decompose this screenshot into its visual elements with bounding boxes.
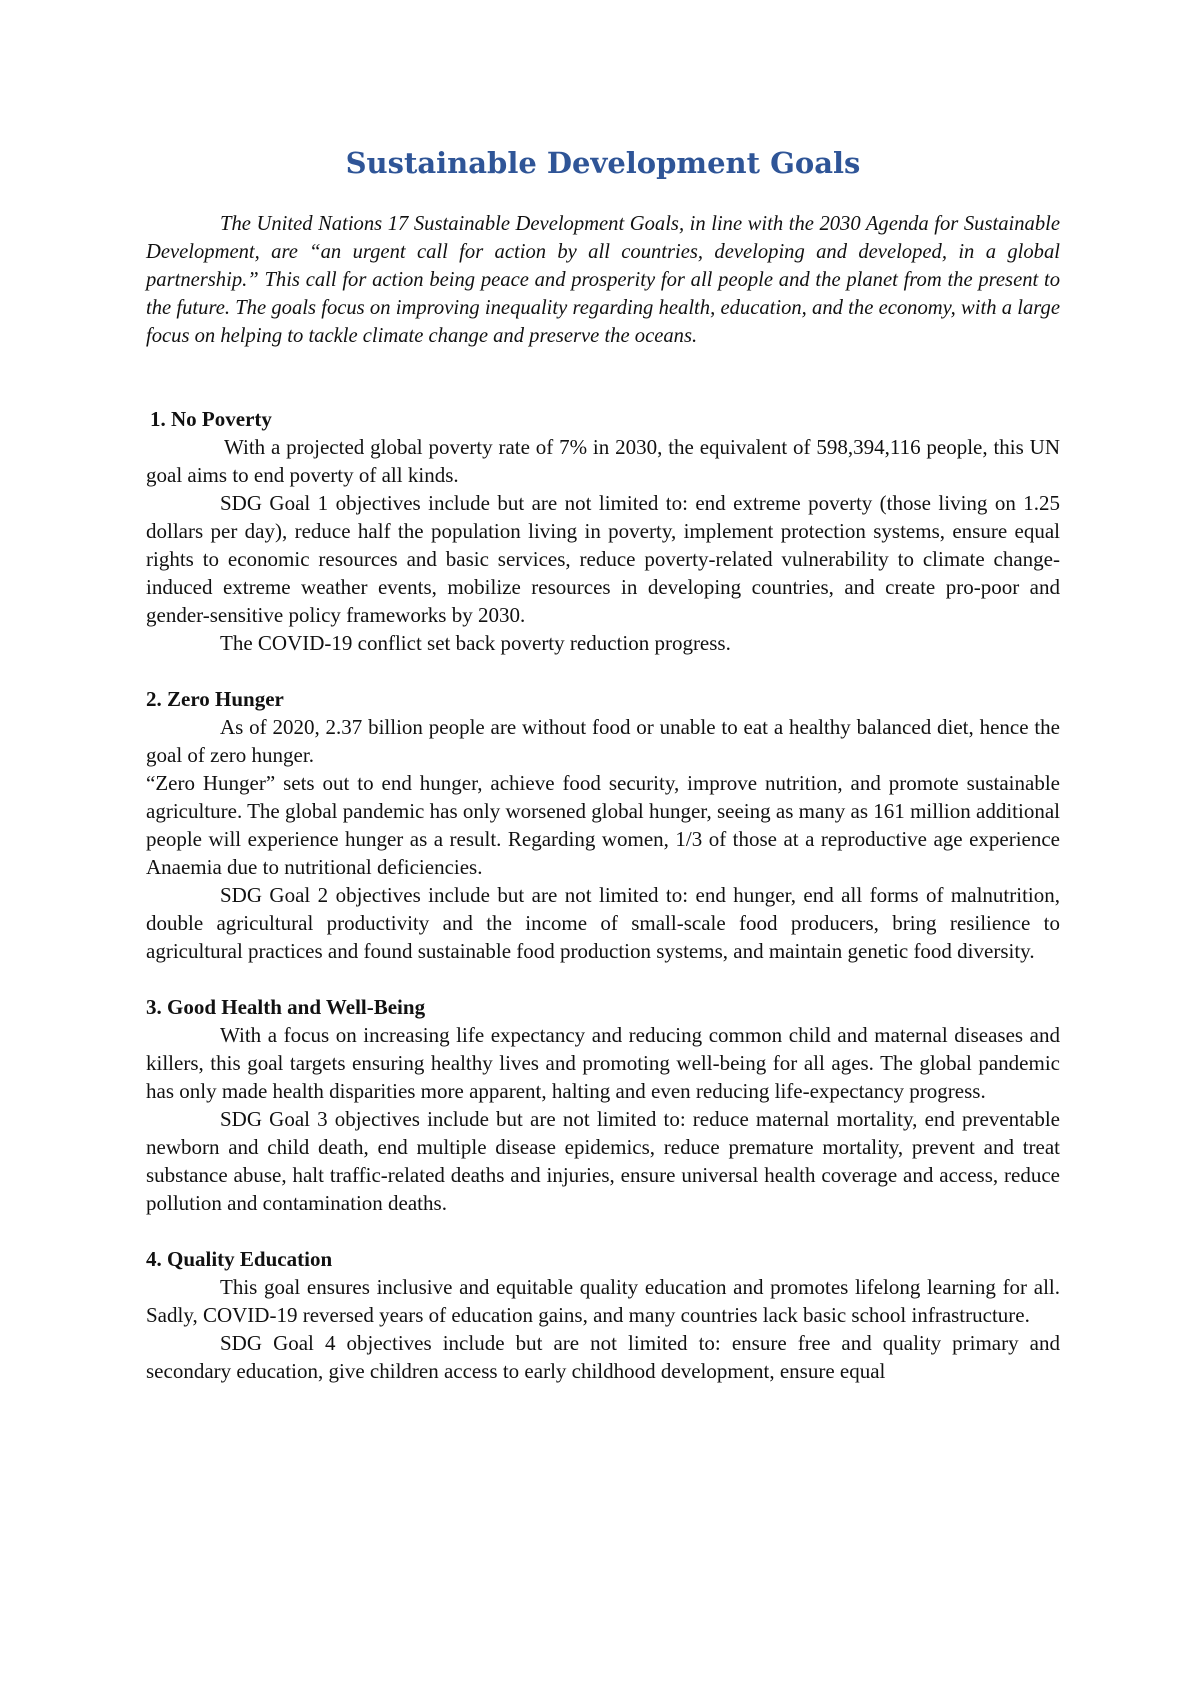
intro-paragraph: The United Nations 17 Sustainable Development Goals, in line with the 2030 Agenda for Sustainable Development, are “an urgent call for action by all countries, developing and developed, in a global partnership.” This call for action being peace and prosperity for all people and the planet from the present to the future. The goals focus on improving inequality regarding health, education, and the economy, with a large focus on helping to tackle climate change and preserve the oceans. <box>146 213 1060 347</box>
section-paragraph: The COVID-19 conflict set back poverty reduction progress. <box>220 631 731 655</box>
section-good-health <box>146 993 1060 1217</box>
section-heading: 1. No Poverty <box>150 407 272 431</box>
section-paragraph: SDG Goal 3 objectives include but are not limited to: reduce maternal mortality, end preventable newborn and child death, end multiple disease epidemics, reduce premature mortality, prevent and treat substance abuse, halt traffic-related deaths and injuries, ensure universal health coverage and access, reduce pollution and contamination deaths. <box>146 1107 1060 1215</box>
sections <box>146 405 1060 1413</box>
section-paragraph: This goal ensures inclusive and equitable quality education and promotes lifelong learning for all. Sadly, COVID-19 reversed years of education gains, and many countries lack basic school infrastructure. <box>146 1275 1060 1327</box>
section-paragraph: With a projected global poverty rate of 7% in 2030, the equivalent of 598,394,116 people, this UN goal aims to end poverty of all kinds. <box>146 435 1060 487</box>
section-zero-hunger <box>146 685 1060 965</box>
section-paragraph: “Zero Hunger” sets out to end hunger, achieve food security, improve nutrition, and promote sustainable agriculture. The global pandemic has only worsened global hunger, seeing as many as 161 million additional people will experience hunger as a result. Regarding women, 1/3 of those at a reproductive age experience Anaemia due to nutritional deficiencies. <box>146 771 1060 879</box>
section-paragraph: As of 2020, 2.37 billion people are without food or unable to eat a healthy balanced diet, hence the goal of zero hunger. <box>146 715 1060 767</box>
section-quality-education <box>146 1245 1060 1385</box>
section-paragraph: SDG Goal 4 objectives include but are not limited to: ensure free and quality primary and secondary education, give children access to early childhood development, ensure equal <box>146 1331 1060 1383</box>
section-heading: 2. Zero Hunger <box>146 687 284 711</box>
section-paragraph: With a focus on increasing life expectancy and reducing common child and maternal diseases and killers, this goal targets ensuring healthy lives and promoting well-being for all ages. The global pandemic has only made health disparities more apparent, halting and even reducing life-expectancy progress. <box>146 1023 1060 1103</box>
section-heading: 3. Good Health and Well-Being <box>146 995 426 1019</box>
page-title: Sustainable Development Goals <box>345 146 861 180</box>
section-no-poverty <box>146 405 1060 657</box>
section-paragraph: SDG Goal 2 objectives include but are not limited to: end hunger, end all forms of malnutrition, double agricultural productivity and the income of small-scale food producers, bring resilience to agricultural practices and found sustainable food production systems, and maintain genetic food diversity. <box>146 883 1060 963</box>
section-paragraph: SDG Goal 1 objectives include but are not limited to: end extreme poverty (those living on 1.25 dollars per day), reduce half the population living in poverty, implement protection systems, ensure equal rights to economic resources and basic services, reduce poverty-related vulnerability to climate change-induced extreme weather events, mobilize resources in developing countries, and create pro-poor and gender-sensitive policy frameworks by 2030. <box>146 491 1060 627</box>
section-heading: 4. Quality Education <box>146 1247 333 1271</box>
